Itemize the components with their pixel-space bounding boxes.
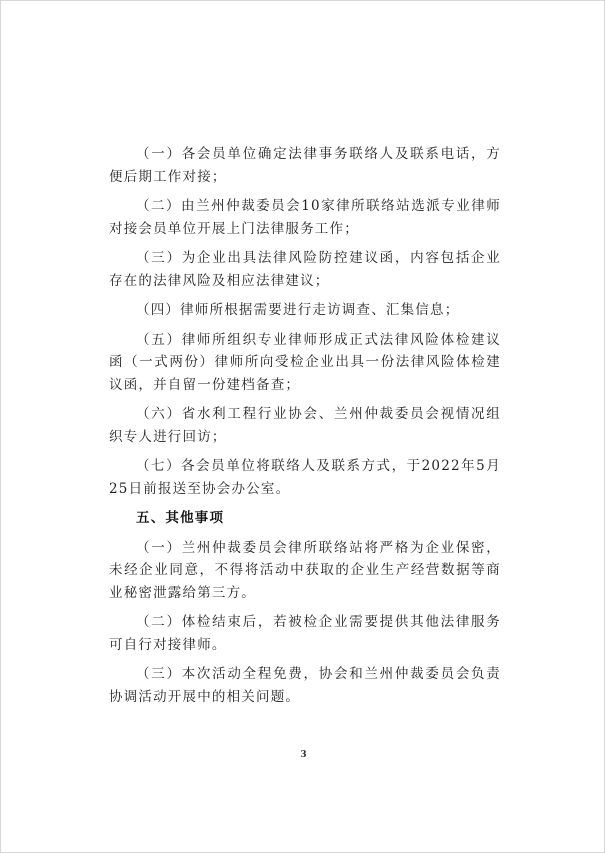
paragraph-item-4: （四）律师所根据需要进行走访调查、汇集信息；	[136, 302, 460, 318]
page-number: 3	[300, 750, 307, 760]
other-matters-item-2: （二）体检结束后，若被检企业需要提供其他法律服务可自行对接律师。	[109, 614, 501, 653]
paragraph-item-7: （七）各会员单位将联络人及联系方式，于2022年5月25日前报送至协会办公室。	[109, 458, 501, 497]
other-matters-item-1: （一）兰州仲裁委员会律所联络站将严格为企业保密，未经企业同意，不得将活动中获取的企业生产经营数据等商业秘密泄露给第三方。	[109, 539, 501, 601]
section-heading: 五、其他事项	[136, 510, 225, 526]
paragraph-item-3: （三）为企业出具法律风险防控建议函，内容包括企业存在的法律风险及相应法律建议；	[109, 250, 501, 289]
document-body	[109, 143, 501, 715]
other-matters-item-3: （三）本次活动全程免费，协会和兰州仲裁委员会负责协调活动开展中的相关问题。	[109, 666, 501, 705]
paragraph-item-5: （五）律师所组织专业律师形成正式法律风险体检建议函（一式两份）律师所向受检企业出具一份法律风险体检建议函，并自留一份建档备查；	[109, 331, 501, 393]
paragraph-item-2: （二）由兰州仲裁委员会10家律所联络站选派专业律师对接会员单位开展上门法律服务工作；	[109, 198, 501, 237]
paragraph-item-1: （一）各会员单位确定法律事务联络人及联系电话，方便后期工作对接；	[109, 146, 501, 185]
paragraph-item-6: （六）省水利工程行业协会、兰州仲裁委员会视情况组织专人进行回访；	[109, 406, 501, 445]
